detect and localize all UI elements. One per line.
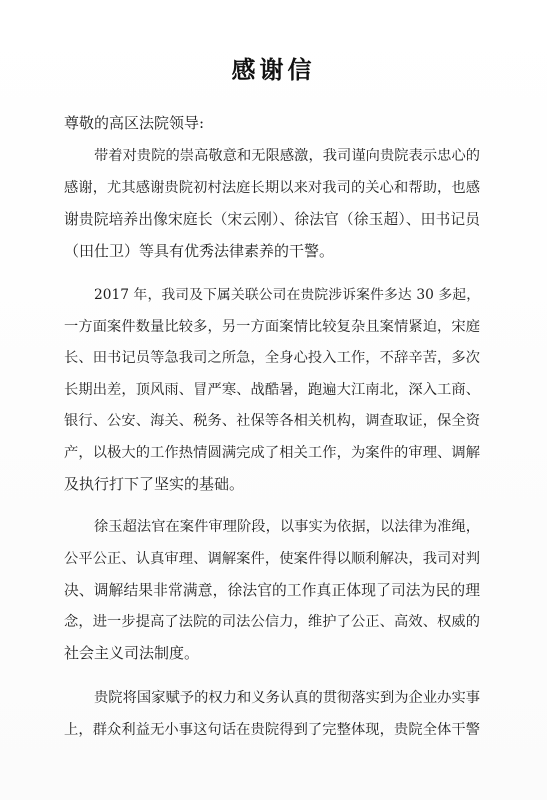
paragraph-line: 公平公正、认真审理、调解案件，使案件得以顺利解决，我司对判 [64, 550, 480, 567]
paragraph-line: （田仕卫）等具有优秀法律素养的干警。 [64, 241, 335, 260]
paragraph-line: 长期出差，顶风雨、冒严寒、战酷暑，跑遍大江南北，深入工商、 [64, 381, 480, 398]
paragraph-line: 贵院将国家赋予的权力和义务认真的贯彻落实到为企业办实事 [94, 690, 480, 706]
paragraph-line: 上，群众利益无小事这句话在贵院得到了完整体现，贵院全体干警 [64, 721, 480, 738]
letter-title: 感谢信 [231, 56, 316, 84]
paragraph-gratitude [64, 141, 480, 267]
paragraph-line: 决、调解结果非常满意，徐法官的工作真正体现了司法为民的理 [64, 582, 480, 599]
paragraph-line: 一方面案件数量比较多，另一方面案情比较复杂且案情紧迫，宋庭 [64, 318, 480, 335]
paragraph-line: 2017 年，我司及下属关联公司在贵院涉诉案件多达 30 多起， [94, 287, 480, 303]
paragraph-line: 感谢，尤其感谢贵院初村法庭长期以来对我司的关心和帮助，也感 [64, 179, 480, 196]
paragraph-line: 社会主义司法制度。 [64, 644, 200, 662]
paragraph-line: 银行、公安、海关、税务、社保等各相关机构，调查取证，保全资 [64, 413, 480, 429]
salutation: 尊敬的高区法院领导: [64, 114, 205, 132]
paragraph-line: 长、田书记员等急我司之所急，全身心投入工作，不辞辛苦，多次 [64, 350, 480, 366]
paragraph-line: 带着对贵院的崇高敬意和无限感激，我司谨向贵院表示忠心的 [94, 148, 480, 164]
paragraph-line: 念，进一步提高了法院的司法公信力，维护了公正、高效、权威的 [64, 613, 480, 630]
paragraph-court-service [64, 683, 480, 746]
paragraph-line: 产，以极大的工作热情圆满完成了相关工作，为案件的审理、调解 [64, 444, 480, 461]
paragraph-cases-2017 [64, 280, 480, 501]
paragraph-line: 徐玉超法官在案件审理阶段，以事实为依据，以法律为准绳， [94, 519, 480, 535]
paragraph-judge-xu [64, 512, 480, 670]
paragraph-line: 谢贵院培养出像宋庭长（宋云刚）、徐法官（徐玉超）、田书记员 [64, 211, 480, 228]
paragraph-line: 及执行打下了坚实的基础。 [64, 475, 245, 493]
